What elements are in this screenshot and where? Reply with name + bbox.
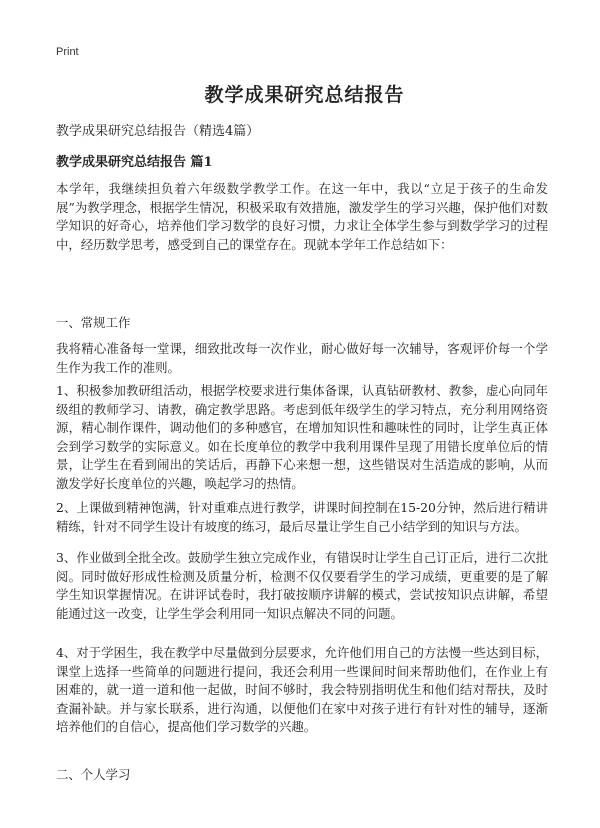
- document-subtitle: 教学成果研究总结报告（精选4篇）: [56, 124, 260, 139]
- intro-paragraph: 本学年，我继续担负着六年级数学教学工作。在这一年中，我以“立足于孩子的生命发展”为教学理念，根据学生情况，积极采取有效措施，激发学生的学习兴趣，保护他们对数学知识的好奇心，培养他们学习数学的良好习惯，力求让全体学生参与到数学学习的过程中，经历数学思考，感受到自己的课堂存在。现就本学年工作总结如下：: [56, 181, 548, 252]
- list-item-3: 3、作业做到全批全改。鼓励学生独立完成作业，有错误时让学生自己订正后，进行二次批阅。同时做好形成性检测及质量分析，检测不仅仅要看学生的学习成绩，更重要的是了解学生知识掌握情况。在讲评试卷时，我打破按顺序讲解的模式，尝试按知识点讲解，希望能通过这一改变，让学生学会利用同一知识点解决不同的问题。: [56, 550, 548, 621]
- print-label: Print: [56, 46, 79, 58]
- article-heading: 教学成果研究总结报告 篇1: [56, 155, 213, 170]
- page-title: 教学成果研究总结报告: [204, 84, 405, 106]
- section1-intro-paragraph: 我将精心准备每一堂课，细致批改每一次作业，耐心做好每一次辅导，客观评价每一个学生作为我工作的准则。: [56, 341, 548, 375]
- list-item-1: 1、积极参加教研组活动，根据学校要求进行集体备课，认真钻研教材、教参，虚心向同年级组的教师学习、请教，确定教学思路。考虑到低年级学生的学习特点，充分利用网络资源，精心制作课件，调动他们的多种感官，在增加知识性和趣味性的同时，让学生真正体会到学习数学的实际意义。如在长度单位的教学中我利用课件呈现了用错长度单位后的情景，让学生在看到闹出的笑话后，再静下心来想一想，这些错误对生活造成的影响，从而激发学好长度单位的兴趣，唤起学习的热情。: [56, 383, 548, 491]
- section-heading-routine-work: 一、常规工作: [56, 315, 131, 330]
- list-item-4: 4、对于学困生，我在教学中尽量做到分层要求，允许他们用自己的方法慢一些达到目标，课堂上选择一些简单的问题进行提问，我还会利用一些课间时间来帮助他们，在作业上有困难的，就一道一道和他一起做，时间不够时，我会特别指明优生和他们结对帮扶，及时查漏补缺。并与家长联系，进行沟通，以便他们在家中对孩子进行有针对性的辅导，逐渐培养他们的自信心，提高他们学习数学的兴趣。: [56, 645, 548, 735]
- section-heading-personal-study: 二、个人学习: [56, 767, 131, 782]
- list-item-2: 2、上课做到精神饱满，针对重难点进行教学，讲课时间控制在15-20分钟，然后进行精讲精练，针对不同学生设计有坡度的练习，最后尽量让学生自己小结学到的知识与方法。: [56, 500, 548, 534]
